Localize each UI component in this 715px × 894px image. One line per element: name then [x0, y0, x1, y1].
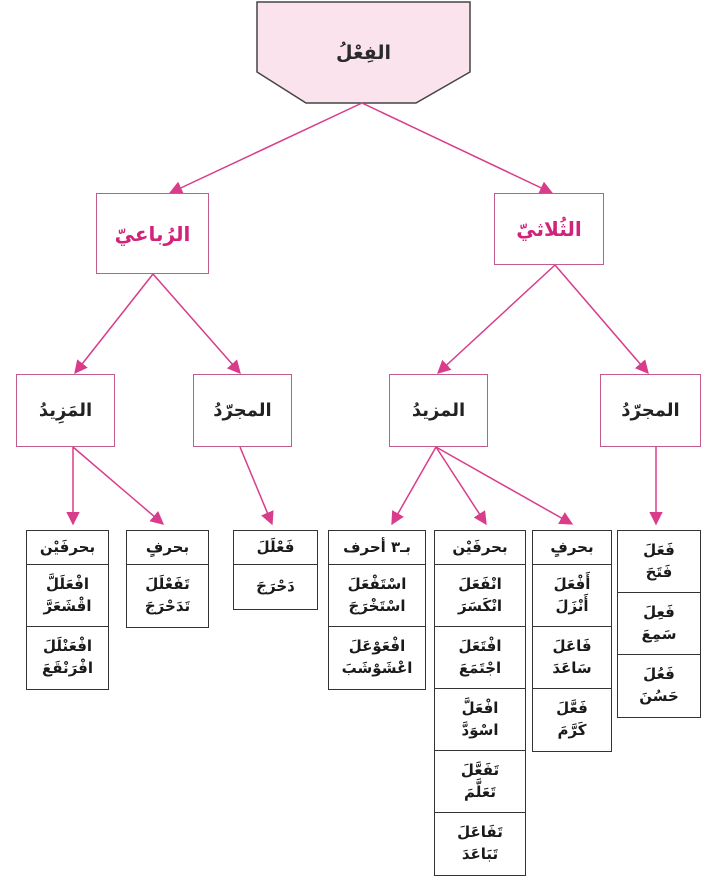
thulathi-mazid-node — [389, 374, 488, 447]
pattern-cell: افْعَوْعَلَ اعْشَوْشَبَ — [341, 637, 413, 677]
pattern-cell: اسْتَفْعَلَ اسْتَخْرَجَ — [329, 565, 425, 627]
arrow-thulathi-to-mujarrad — [555, 265, 648, 373]
root-node — [257, 2, 470, 103]
arrow-rubai-to-mujarrad — [153, 274, 240, 373]
rubai-mazid-label: المَزِيدُ — [38, 400, 93, 421]
arrow-rubai-mujarrad-to-table — [240, 447, 272, 524]
pattern-cell: فَاعَلَ سَاعَدَ — [533, 627, 611, 689]
rubai-node — [96, 193, 209, 274]
pattern-cell: دَحْرَجَ — [256, 577, 295, 596]
arrow-root-to-thulathi — [362, 103, 552, 193]
pattern-cell: تَفَعْلَلَ تَدَحْرَجَ — [144, 575, 191, 615]
pattern-cell: افْعَلَلَّ اقْشَعَرَّ — [27, 565, 108, 627]
root-label: الفِعْلُ — [336, 41, 392, 64]
thulathi-mazid-label: المزيدُ — [411, 400, 466, 421]
pattern-cell: أَفْعَلَ أَنْزَلَ — [533, 565, 611, 627]
thulathi-mujarrad-label: المجرّدُ — [621, 400, 680, 421]
thulathi-node — [494, 193, 604, 265]
arrow-rubai-mazid-to-harf — [73, 447, 163, 524]
thulathi-label: الثُلاثيّ — [516, 217, 582, 241]
pattern-cell: تَفَاعَلَ تَبَاعَدَ — [457, 823, 503, 863]
pattern-cell: تَفَعَّلَ تَعَلَّمَ — [435, 751, 525, 813]
thulathi-mujarrad-node — [600, 374, 701, 447]
rubai-label: الرُباعيّ — [114, 221, 191, 246]
rubai-mujarrad-node — [193, 374, 292, 447]
pattern-cell: فَعَّلَ كَرَّمَ — [556, 699, 588, 739]
arrow-thulathi-mazid-to-harf — [436, 447, 572, 524]
thulathi-mazid-harf-table — [532, 530, 612, 752]
thulathi-mujarrad-table — [617, 530, 701, 718]
pattern-cell: افْعَنْلَلَ افْرَنْقَعَ — [42, 637, 93, 677]
arrow-root-to-rubai — [170, 103, 362, 193]
table-header: بحرفَيْن — [27, 531, 108, 565]
rubai-mujarrad-label: المجرّدُ — [213, 400, 272, 421]
pattern-cell: فَعُلَ حَسُنَ — [639, 665, 679, 705]
thulathi-mazid-three-table — [328, 530, 426, 690]
arrow-rubai-to-mazid — [75, 274, 153, 373]
table-header: بحرفٍ — [533, 531, 611, 565]
thulathi-mazid-harfayn-table — [434, 530, 526, 876]
arrow-thulathi-to-mazid — [438, 265, 555, 373]
pattern-cell: انْفَعَلَ انْكَسَرَ — [435, 565, 525, 627]
rubai-mazid-harf-table — [126, 530, 209, 628]
pattern-cell: فَعَلَ فَتَحَ — [618, 531, 700, 593]
arrow-thulathi-mazid-to-three — [392, 447, 436, 524]
pattern-cell: فَعِلَ سَمِعَ — [618, 593, 700, 655]
rubai-mazid-harfayn-table — [26, 530, 109, 690]
table-header: بحرفٍ — [127, 531, 208, 565]
rubai-mazid-node — [16, 374, 115, 447]
table-header: بحرفَيْن — [435, 531, 525, 565]
table-header: بـ٣ أحرف — [329, 531, 425, 565]
pattern-cell: افْتَعَلَ اجْتَمَعَ — [435, 627, 525, 689]
rubai-mujarrad-table — [233, 530, 318, 610]
pattern-cell: فَعْلَلَ — [234, 531, 317, 565]
pattern-cell: افْعَلَّ اسْوَدَّ — [435, 689, 525, 751]
arrow-thulathi-mazid-to-harfayn — [436, 447, 486, 524]
